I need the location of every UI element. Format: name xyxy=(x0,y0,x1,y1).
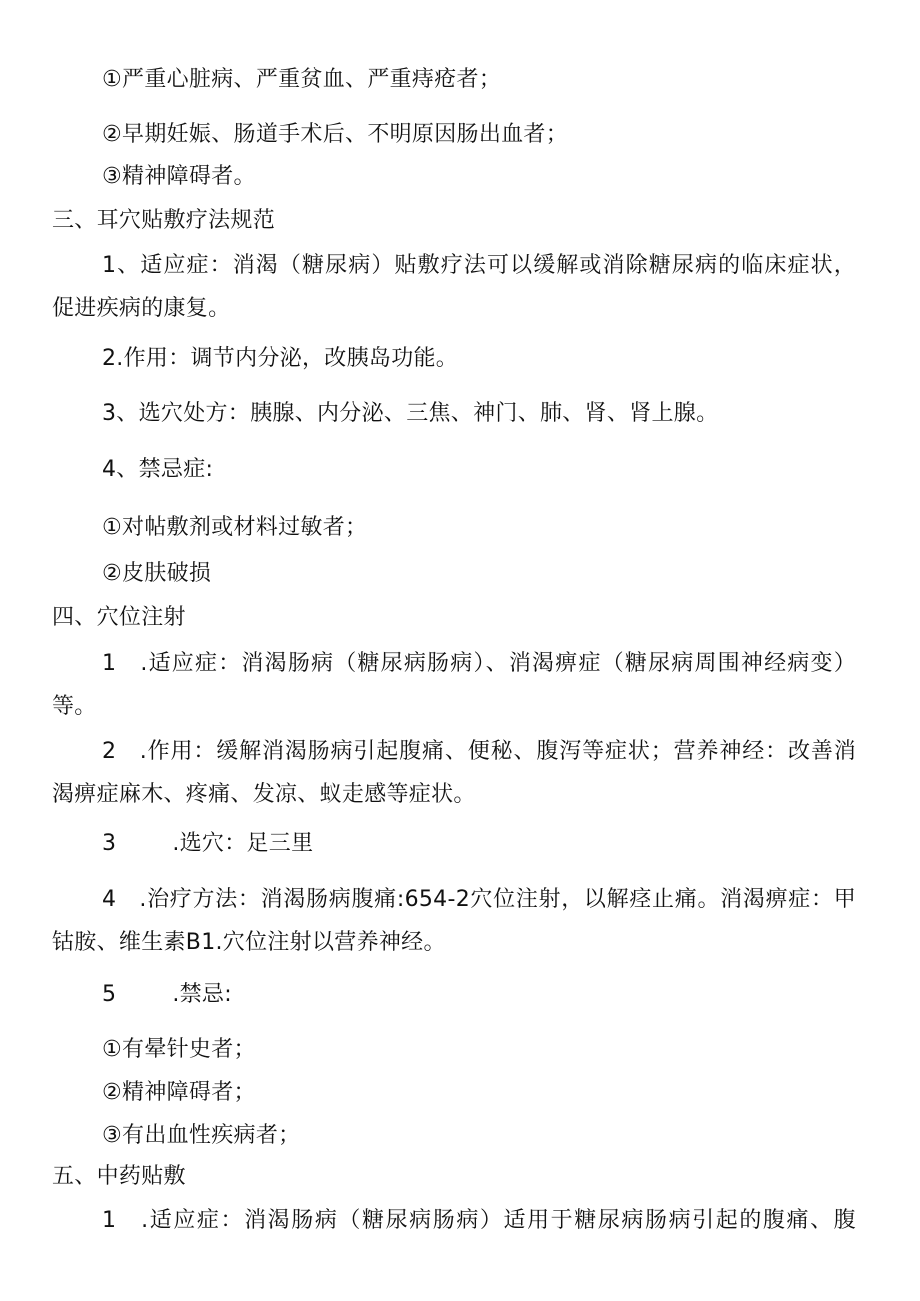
paragraph-injection-acupoint xyxy=(102,830,313,858)
contraindication-item-bleeding: ③有出血性疾病者； xyxy=(102,1123,301,1148)
contraindication-item-3: ③精神障碍者。 xyxy=(102,164,256,189)
paragraph-herbal-indications-line1: 1 .适应症：消渴肠病（糖尿病肠病）适用于糖尿病肠病引起的腹痛、腹 xyxy=(102,1208,856,1233)
contraindication-item-2: ②早期妊娠、肠道手术后、不明原因肠出血者； xyxy=(102,122,569,147)
contraindication-item-1: ①严重心脏病、严重贫血、严重痔疮者； xyxy=(102,67,502,92)
section-heading-herbal-application: 五、中药贴敷 xyxy=(52,1164,186,1189)
paragraph-injection-indications-line2: 等。 xyxy=(52,694,97,719)
paragraph-treatment-line1: 4 .治疗方法：消渴肠病腹痛:654-2穴位注射，以解痉止痛。消渴痹症：甲 xyxy=(102,887,856,912)
paragraph-indications-line1: 1、适应症：消渴（糖尿病）贴敷疗法可以缓解或消除糖尿病的临床症状， xyxy=(102,253,856,278)
list-number: 3 xyxy=(102,831,117,856)
list-number: 5 xyxy=(102,982,117,1007)
contraindication-item-skin: ②皮肤破损 xyxy=(102,561,212,586)
paragraph-treatment-line2: 钴胺、维生素B1.穴位注射以营养神经。 xyxy=(52,930,446,955)
contraindication-item-allergy: ①对帖敷剂或材料过敏者； xyxy=(102,515,368,540)
paragraph-injection-contraindications xyxy=(102,981,232,1009)
section-heading-acupoint-injection: 四、穴位注射 xyxy=(52,605,186,630)
paragraph-acupoint-selection: 3、选穴处方：胰腺、内分泌、三焦、神门、肺、肾、肾上腺。 xyxy=(102,401,719,426)
list-text: .禁忌: xyxy=(172,982,232,1007)
paragraph-contraindications-heading: 4、禁忌症: xyxy=(102,457,214,482)
contraindication-item-mental: ②精神障碍者； xyxy=(102,1080,256,1105)
paragraph-injection-effect-line1: 2 .作用：缓解消渴肠病引起腹痛、便秘、腹泻等症状；营养神经：改善消 xyxy=(102,739,856,764)
paragraph-indications-line2: 促进疾病的康复。 xyxy=(52,296,231,321)
contraindication-item-fainting: ①有晕针史者； xyxy=(102,1037,256,1062)
paragraph-injection-effect-line2: 渴痹症麻木、疼痛、发凉、蚁走感等症状。 xyxy=(52,782,476,807)
paragraph-effect: 2.作用：调节内分泌，改胰岛功能。 xyxy=(102,346,459,371)
list-text: .选穴：足三里 xyxy=(172,831,314,856)
section-heading-ear-acupoint: 三、耳穴贴敷疗法规范 xyxy=(52,208,276,233)
paragraph-injection-indications-line1: 1 .适应症：消渴肠病（糖尿病肠病）、消渴痹症（糖尿病周围神经病变） xyxy=(102,651,856,676)
